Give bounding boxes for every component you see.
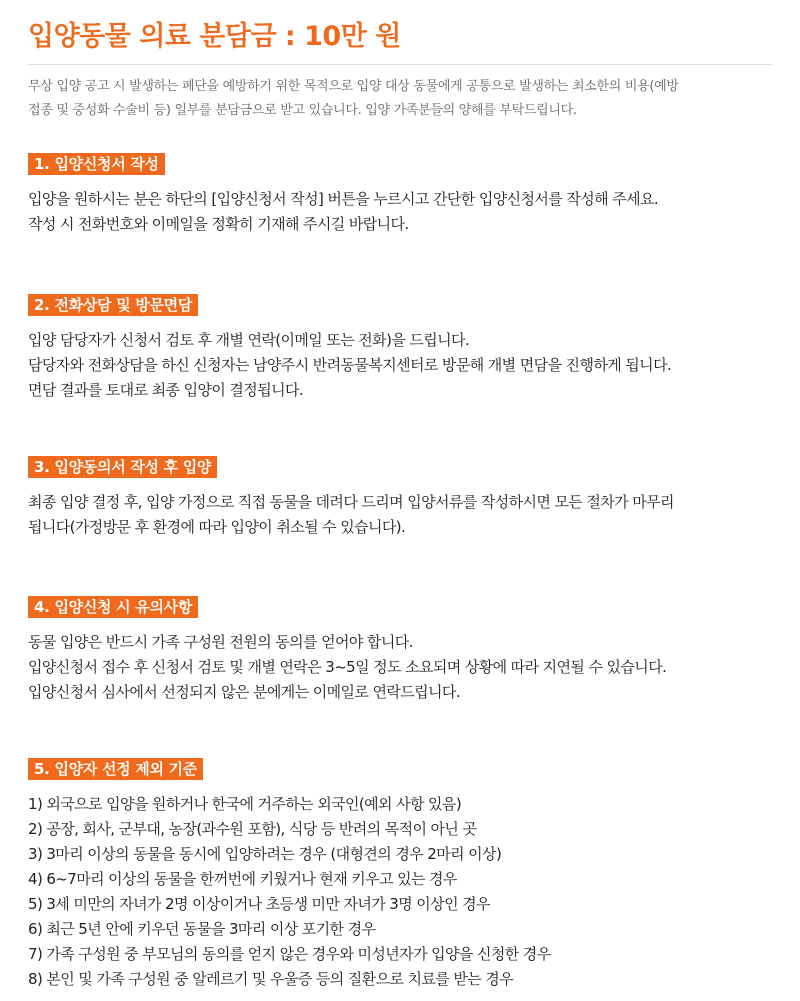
body-line: 면담 결과를 토대로 최종 입양이 결정됩니다. <box>28 381 304 399</box>
list-item: 8) 본인 및 가족 구성원 중 알레르기 및 우울증 등의 질환으로 치료를 받는 경우 <box>28 970 514 988</box>
section-heading: 5. 입양자 선정 제외 기준 <box>28 758 203 780</box>
body-line: 입양을 원하시는 분은 하단의 [입양신청서 작성] 버튼을 누르시고 간단한 입양신청서를 작성해 주세요. <box>28 190 659 208</box>
list-item: 3) 3마리 이상의 동물을 동시에 입양하려는 경우 (대형견의 경우 2마리 이상) <box>28 845 502 863</box>
section-heading: 2. 전화상담 및 방문면담 <box>28 294 198 316</box>
section-body <box>28 328 772 403</box>
section-heading: 4. 입양신청 시 유의사항 <box>28 596 198 618</box>
body-line: 입양신청서 심사에서 선정되지 않은 분에게는 이메일로 연락드립니다. <box>28 683 460 701</box>
section-heading: 3. 입양동의서 작성 후 입양 <box>28 456 217 478</box>
section-application-form <box>28 153 772 237</box>
list-item: 1) 외국으로 입양을 원하거나 한국에 거주하는 외국인(예외 사항 있음) <box>28 795 462 813</box>
intro-line: 접종 및 중성화 수술비 등) 일부를 분담금으로 받고 있습니다. 입양 가족분들의 양해를 부탁드립니다. <box>28 103 577 118</box>
section-application-notes <box>28 596 772 705</box>
section-phone-and-interview <box>28 294 772 403</box>
body-line: 입양 담당자가 신청서 검토 후 개별 연락(이메일 또는 전화)을 드립니다. <box>28 331 470 349</box>
body-line: 됩니다(가정방문 후 환경에 따라 입양이 취소될 수 있습니다). <box>28 518 406 536</box>
list-item: 5) 3세 미만의 자녀가 2명 이상이거나 초등생 미만 자녀가 3명 이상인 경우 <box>28 895 490 913</box>
list-item: 7) 가족 구성원 중 부모님의 동의를 얻지 않은 경우와 미성년자가 입양을 신청한 경우 <box>28 945 551 963</box>
body-line: 작성 시 전화번호와 이메일을 정확히 기재해 주시길 바랍니다. <box>28 215 409 233</box>
section-heading: 1. 입양신청서 작성 <box>28 153 165 175</box>
section-body <box>28 630 772 705</box>
body-line: 입양신청서 접수 후 신청서 검토 및 개별 연락은 3~5일 정도 소요되며 상황에 따라 지연될 수 있습니다. <box>28 658 667 676</box>
page-title: 입양동물 의료 분담금 : 10만 원 <box>28 21 401 52</box>
list-item: 2) 공장, 회사, 군부대, 농장(과수원 포함), 식당 등 반려의 목적이 아닌 곳 <box>28 820 477 838</box>
body-line: 동물 입양은 반드시 가족 구성원 전원의 동의를 얻어야 합니다. <box>28 633 413 651</box>
section-exclusion-criteria <box>28 758 772 992</box>
section-consent-and-adoption <box>28 456 772 540</box>
section-body <box>28 490 772 540</box>
body-line: 최종 입양 결정 후, 입양 가정으로 직접 동물을 데려다 드리며 입양서류를 작성하시면 모든 절차가 마무리 <box>28 493 674 511</box>
body-line: 담당자와 전화상담을 하신 신청자는 남양주시 반려동물복지센터로 방문해 개별 면담을 진행하게 됩니다. <box>28 356 672 374</box>
list-item: 6) 최근 5년 안에 키우던 동물을 3마리 이상 포기한 경우 <box>28 920 376 938</box>
exclusion-list <box>28 792 772 992</box>
intro-text <box>28 75 772 123</box>
title-divider <box>28 64 772 65</box>
section-body <box>28 187 772 237</box>
intro-line: 무상 입양 공고 시 발생하는 폐단을 예방하기 위한 목적으로 입양 대상 동물에게 공통으로 발생하는 최소한의 비용(예방 <box>28 79 679 94</box>
list-item: 4) 6~7마리 이상의 동물을 한꺼번에 키웠거나 현재 키우고 있는 경우 <box>28 870 457 888</box>
